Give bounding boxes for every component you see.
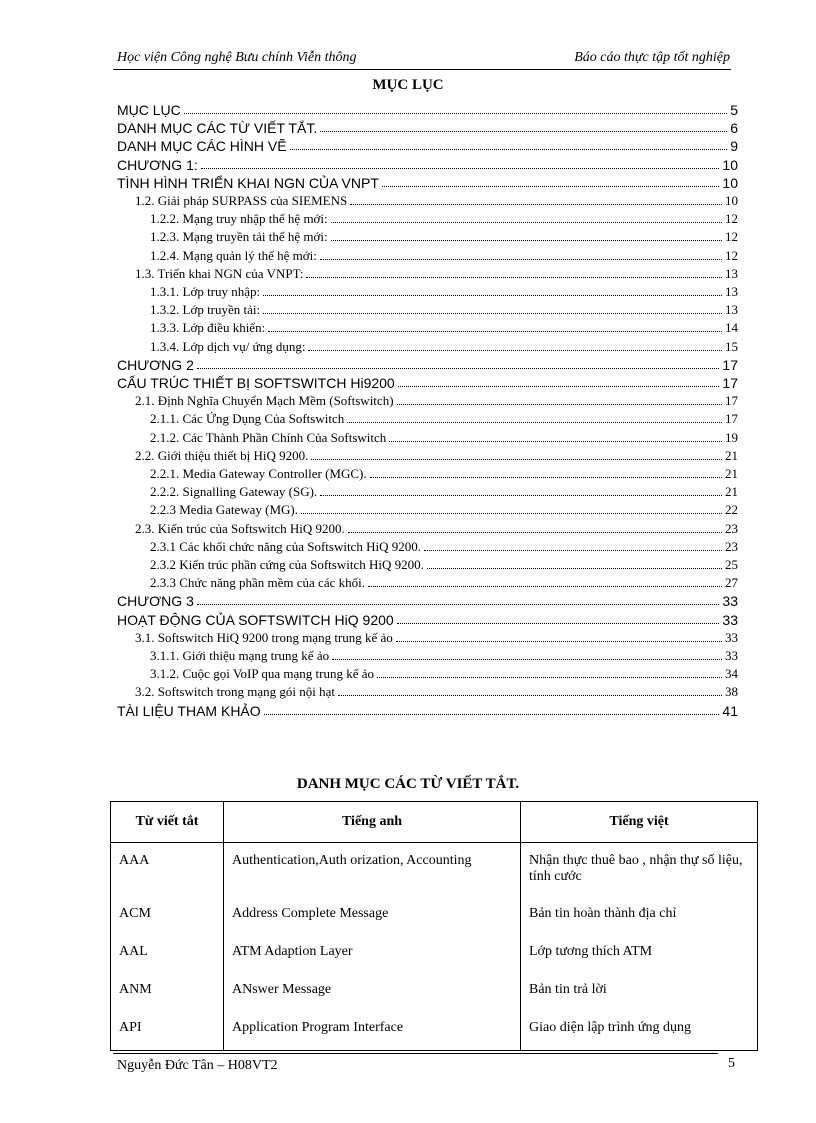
toc-entry-text: 1.3.4. Lớp dịch vụ/ ứng dụng: [150, 338, 306, 354]
toc-entry-text: 2.1.2. Các Thành Phần Chính Của Softswitch [150, 429, 387, 445]
toc-entry-page: 23 [725, 520, 738, 536]
toc-entry[interactable] [150, 300, 738, 318]
toc-entry-page: 10 [722, 156, 738, 173]
toc-entry[interactable] [135, 519, 738, 537]
toc-entry[interactable] [135, 191, 738, 209]
toc-entry[interactable] [150, 428, 738, 446]
abbreviations-table [110, 801, 758, 1051]
toc-entry[interactable] [150, 318, 738, 336]
toc-entry[interactable] [150, 282, 738, 300]
toc-entry[interactable] [117, 355, 738, 373]
header-left: Học viện Công nghệ Bưu chính Viễn thông [117, 50, 357, 65]
toc-dot-leader [370, 477, 722, 478]
toc-entry-text: CHƯƠNG 3 [117, 593, 194, 610]
table-cell: ATM Adaption Layer [224, 937, 521, 975]
toc-entry-text: 3.1.2. Cuộc gọi VoIP qua mạng trung kế ảo [150, 666, 374, 682]
toc-entry[interactable] [135, 682, 738, 700]
table-cell: Nhận thực thuê bao , nhận thự số liệu, tính cước [521, 843, 758, 899]
table-cell: Giao diện lập trình ứng dụng [521, 1013, 758, 1051]
toc-entry[interactable] [117, 373, 738, 391]
toc-dot-leader [290, 149, 728, 150]
toc-dot-leader [427, 568, 722, 569]
toc-entry-text: 3.2. Softswitch trong mạng gói nội hạt [135, 684, 336, 700]
toc-entry[interactable] [150, 246, 738, 264]
toc-entry-text: 2.2.2. Signalling Gateway (SG). [150, 484, 318, 500]
toc-entry[interactable] [117, 610, 738, 628]
toc-entry-text: 1.2.3. Mạng truyền tải thế hệ mới: [150, 229, 328, 245]
header-cell: Tiếng anh [224, 802, 521, 843]
toc-entry-text: 2.1.1. Các Ứng Dụng Của Softswitch [150, 411, 345, 427]
table-row [111, 1013, 758, 1051]
table-cell: ANM [111, 975, 224, 1013]
toc-entry-page: 21 [725, 484, 738, 500]
toc-entry-page: 34 [725, 666, 738, 682]
table-cell: Bản tin trả lời [521, 975, 758, 1013]
toc-dot-leader [308, 350, 722, 351]
toc-dot-leader [320, 495, 722, 496]
header-right: Báo cáo thực tập tốt nghiệp [574, 50, 730, 65]
toc-entry-text: 1.3.1. Lớp truy nhập: [150, 284, 261, 299]
toc-title: MỤC LỤC [372, 77, 444, 93]
toc-dot-leader [424, 550, 722, 551]
toc-dot-leader [397, 404, 722, 405]
toc-entry-page: 21 [725, 447, 738, 463]
toc-entry[interactable] [117, 701, 738, 719]
toc-entry[interactable] [117, 100, 738, 118]
toc-entry[interactable] [150, 409, 738, 427]
toc-entry-text: 1.3.3. Lớp điều khiển: [150, 320, 266, 336]
header-cell: Từ viết tắt [111, 802, 224, 843]
toc-entry[interactable] [117, 591, 738, 609]
toc-entry-page: 23 [725, 538, 738, 554]
toc-entry[interactable] [150, 337, 738, 355]
toc-entry[interactable] [117, 136, 738, 154]
toc-entry[interactable] [117, 118, 738, 136]
table-cell: ANswer Message [224, 975, 521, 1013]
header-divider [113, 69, 731, 70]
table-cell: ACM [111, 899, 224, 937]
toc-entry[interactable] [135, 391, 738, 409]
toc-entry-page: 15 [725, 338, 738, 354]
table-cell: Lớp tương thích ATM [521, 937, 758, 975]
table-row [111, 899, 758, 937]
toc-dot-leader [338, 695, 722, 696]
toc-entry-page: 9 [730, 138, 738, 155]
toc-entry-page: 33 [725, 629, 738, 645]
toc-entry[interactable] [150, 664, 738, 682]
toc-entry[interactable] [135, 628, 738, 646]
toc-entry-text: CẤU TRÚC THIẾT BỊ SOFTSWITCH Hi9200 [117, 375, 395, 391]
toc-entry-page: 14 [725, 320, 738, 336]
toc-dot-leader [398, 386, 720, 387]
toc-entry-text: 1.3.2. Lớp truyền tải: [150, 302, 261, 318]
table-cell: Application Program Interface [224, 1013, 521, 1051]
toc-entry-text: 2.2.3 Media Gateway (MG). [150, 502, 299, 518]
toc-entry-page: 13 [725, 284, 738, 299]
toc-entry-text: 2.3.1 Các khối chức năng của Softswitch HiQ 9200. [150, 538, 421, 554]
toc-dot-leader [347, 422, 722, 423]
toc-entry-page: 13 [725, 265, 738, 281]
header-cell: Tiếng việt [521, 802, 758, 843]
table-cell: API [111, 1013, 224, 1051]
toc-dot-leader [350, 204, 722, 205]
toc-entry-text: 1.2.2. Mạng truy nhập thế hệ mới: [150, 211, 328, 227]
table-cell: AAL [111, 937, 224, 975]
toc-entry-text: TÀI LIỆU THAM KHẢO [117, 702, 261, 719]
toc-dot-leader [332, 659, 722, 660]
toc-entry-page: 22 [725, 502, 738, 518]
toc-entry-text: CHƯƠNG 1: [117, 156, 198, 173]
toc-entry-page: 10 [725, 193, 738, 208]
table-row [111, 975, 758, 1013]
toc-entry-page: 17 [725, 411, 738, 427]
toc-dot-leader [397, 623, 720, 624]
toc-entry-page: 33 [722, 593, 738, 610]
toc-entry-page: 12 [725, 229, 738, 245]
toc-dot-leader [311, 459, 722, 460]
toc-entry-text: 1.2.4. Mạng quản lý thế hệ mới: [150, 247, 317, 263]
toc-entry[interactable] [150, 464, 738, 482]
toc-dot-leader [197, 368, 720, 369]
toc-entry-page: 41 [722, 702, 738, 719]
toc-entry-page: 38 [725, 684, 738, 700]
toc-entry-text: 2.3. Kiến trúc của Softswitch HiQ 9200. [135, 520, 345, 536]
toc-entry-text: 2.1. Định Nghĩa Chuyển Mạch Mềm (Softswitch) [135, 393, 394, 409]
footer-divider [113, 1053, 718, 1054]
toc-entry-text: TÌNH HÌNH TRIỂN KHAI NGN CỦA VNPT [117, 174, 379, 191]
footer-author: Nguyễn Đức Tân – H08VT2 [117, 1058, 278, 1073]
toc-entry-page: 17 [722, 375, 738, 391]
toc-entry[interactable] [135, 264, 738, 282]
toc-dot-leader [331, 222, 722, 223]
toc-dot-leader [331, 240, 722, 241]
toc-dot-leader [306, 277, 722, 278]
toc-dot-leader [184, 113, 727, 114]
toc-entry[interactable] [150, 555, 738, 573]
toc-entry-page: 6 [730, 120, 738, 137]
toc-entry[interactable] [150, 227, 738, 245]
page-number: 5 [728, 1056, 735, 1071]
toc-dot-leader [320, 259, 722, 260]
toc-entry[interactable] [150, 573, 738, 591]
toc-entry[interactable] [150, 209, 738, 227]
toc-dot-leader [301, 513, 722, 514]
toc-dot-leader [348, 532, 722, 533]
toc-dot-leader [368, 586, 722, 587]
toc-dot-leader [389, 441, 722, 442]
toc-entry[interactable] [117, 155, 738, 173]
toc-dot-leader [263, 313, 722, 314]
toc-entry-text: 3.1.1. Giới thiệu mạng trung kế ảo [150, 648, 330, 663]
toc-entry-page: 33 [725, 648, 738, 663]
toc-entry-page: 19 [725, 429, 738, 445]
toc-dot-leader [396, 641, 722, 642]
toc-entry-text: DANH MỤC CÁC HÌNH VẼ [117, 138, 287, 155]
toc-entry-page: 27 [725, 575, 738, 591]
toc-entry-text: 2.3.3 Chức năng phần mềm của các khối. [150, 575, 365, 591]
toc-entry-text: 3.1. Softswitch HiQ 9200 trong mạng trung kế ảo [135, 629, 393, 645]
toc-entry-page: 13 [725, 302, 738, 318]
table-row [111, 937, 758, 975]
toc-dot-leader [268, 331, 722, 332]
toc-dot-leader [382, 186, 720, 187]
toc-entry[interactable] [117, 173, 738, 191]
toc-entry[interactable] [150, 482, 738, 500]
toc-entry-text: 1.3. Triển khai NGN của VNPT: [135, 265, 304, 281]
table-cell: AAA [111, 843, 224, 899]
toc-dot-leader [263, 295, 722, 296]
table-cell: Bản tin hoàn thành địa chỉ [521, 899, 758, 937]
toc-entry-page: 21 [725, 466, 738, 481]
toc-dot-leader [377, 677, 722, 678]
toc-entry[interactable] [150, 646, 738, 664]
toc-entry-text: DANH MỤC CÁC TỪ VIẾT TẮT. [117, 120, 318, 137]
toc-entry-page: 17 [722, 356, 738, 373]
abbreviations-title: DANH MỤC CÁC TỪ VIẾT TẮT. [296, 776, 520, 792]
toc-dot-leader [201, 168, 720, 169]
toc-entry-page: 10 [722, 174, 738, 191]
toc-entry-text: 2.2. Giới thiệu thiết bị HiQ 9200. [135, 447, 309, 463]
toc-entry-page: 25 [725, 557, 738, 572]
table-cell: Address Complete Message [224, 899, 521, 937]
toc-entry[interactable] [150, 500, 738, 518]
toc-dot-leader [320, 131, 727, 132]
toc-entry-text: 2.2.1. Media Gateway Controller (MGC). [150, 466, 367, 481]
toc-entry-page: 33 [722, 611, 738, 628]
table-row [111, 843, 758, 899]
table-header-row [111, 802, 758, 843]
toc-entry-text: MỤC LỤC [117, 102, 181, 118]
table-cell: Authentication,Auth orization, Accounting [224, 843, 521, 899]
toc-entry[interactable] [135, 446, 738, 464]
toc-entry-text: HOẠT ĐỘNG CỦA SOFTSWITCH HiQ 9200 [117, 611, 394, 628]
toc-entry[interactable] [150, 537, 738, 555]
toc-entry-text: 1.2. Giải pháp SURPASS của SIEMENS [135, 193, 348, 208]
toc-entry-page: 5 [730, 102, 738, 118]
toc-dot-leader [264, 714, 720, 715]
toc-entry-page: 17 [725, 393, 738, 409]
toc-entry-text: 2.3.2 Kiến trúc phần cứng của Softswitch HiQ 9200. [150, 557, 424, 572]
toc-entry-page: 12 [725, 247, 738, 263]
toc-entry-text: CHƯƠNG 2 [117, 356, 194, 373]
toc-entry-page: 12 [725, 211, 738, 227]
toc-dot-leader [197, 604, 720, 605]
